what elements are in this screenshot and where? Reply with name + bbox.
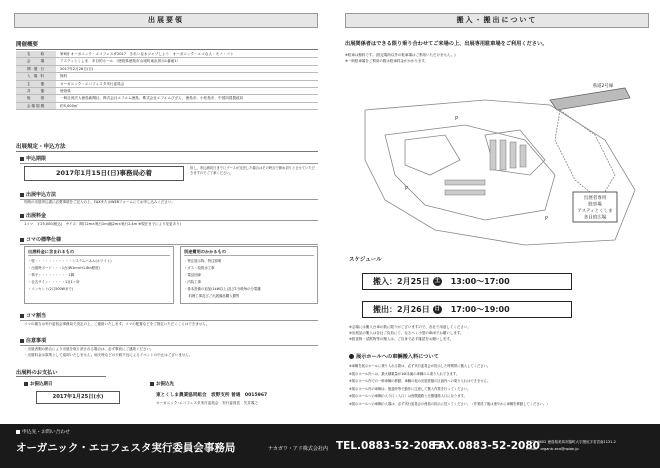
entry-note: ※展示ホール内の車輌は、後退時等で動作に注意して搬入作業を行ってください。 <box>349 386 471 391</box>
allocation-text: コマの割当は実行委員会事務局で決定の上、ご連絡いたします。コマの配置などをご指定いただくことはできません。 <box>24 322 210 326</box>
entry-note: ※展示ホール内での一般車輌の移動、車輌の他の出展者様の区画内への乗り入れはできません。 <box>349 379 491 383</box>
square-icon <box>20 157 24 161</box>
square-icon <box>24 382 28 386</box>
square-icon <box>20 193 24 197</box>
method-title <box>20 191 318 200</box>
entry-note: ※展示ホールへの車輌の入り口（入口）は西側通路と北側通路入口になります。 <box>349 394 467 398</box>
entry-note: ※展示ホール内へは、最大積載量が10t未満の車輌のみ乗り入れできます。 <box>349 371 460 376</box>
schedule-note-2: ※出展品の搬入は各社ご負担にて、なるべく小型の車両でお願いします。 <box>349 331 464 335</box>
allocation-title-text: コマ割当 <box>26 313 47 319</box>
footer-top <box>16 428 70 435</box>
venue-map <box>345 80 649 250</box>
overview-value: 約5,000㎡ <box>56 102 318 109</box>
square-icon <box>20 214 24 218</box>
overview-row <box>16 95 318 102</box>
p-icon: P <box>405 186 409 192</box>
footer-org: オーガニック・エコフェスタ実行委員会事務局 <box>16 442 236 454</box>
entry-note: ※展示ホールへの車輌の入場は、必ず実行委員会の係員の指示に従ってください。（作業終了後は速やかに車輌を移動してください。） <box>349 401 550 406</box>
deadline-date: 2017年1月15日(日)事務局必着 <box>24 166 184 181</box>
notes-line-1: ・出展者側の都合により出展を取り消される場合は、必ず事前にご連絡ください。 <box>24 347 154 351</box>
day-badge: 日 <box>434 306 440 312</box>
notes-title-text: 注意事項 <box>26 338 47 344</box>
payment-holder: オーガニック･エコフェスタ実行委員会 実行委員長 矢井義之 <box>156 401 259 405</box>
day-badge: 土 <box>434 278 440 284</box>
overview-row <box>16 58 318 65</box>
included-item: ・壁・・・・・・・・・・・システムパネル(ホワイト) <box>28 259 112 263</box>
method-text: 別紙の出展申込書に必要事項をご記入の上、FAXまたはWEBフォームにてお申し込みください。 <box>24 200 175 204</box>
overview-value: 徳島県 <box>56 88 318 95</box>
schedule-out <box>362 301 572 318</box>
overview-title: 開催概要 <box>16 40 318 50</box>
bullet-icon <box>349 354 354 359</box>
extra-list <box>184 258 314 300</box>
overview-value: アスティとくしま 多目的ホール （徳島県徳島市山城町東浜傍示1番地1） <box>56 58 318 65</box>
right-header: 搬入・搬出について <box>345 13 649 28</box>
square-icon <box>20 314 24 318</box>
square-icon <box>20 339 24 343</box>
road-label: 県道2号線 <box>592 84 614 89</box>
schedule-in-time: 13:00〜17:00 <box>450 277 510 286</box>
parking-label-line: アスティとくしま <box>577 209 613 214</box>
parking-note-1: ※駐車は無料です。(指定場所以外の駐車場はご利用いただけません。) <box>345 53 456 57</box>
extra-box <box>180 246 318 304</box>
fee-title-text: 出展料金 <box>26 213 47 219</box>
included-item: ・出展時ボード・・・1台(W1m×H1.8m程度) <box>28 266 100 270</box>
payment-bank: 東とくしま農業協同組合 坂野支所 普通 0015967 <box>156 393 268 398</box>
payment-title: 出展料のお支払い <box>16 369 106 377</box>
extra-item: 料理工事及びご出展備品購入費等 <box>184 294 240 298</box>
overview-row <box>16 88 318 95</box>
payment-account-label-text: お振込先 <box>156 382 174 387</box>
entry-note: ※車輌を展示ホールに乗り入れる際は、必ず実行委員会が指示した時間帯に搬入してください。 <box>349 364 491 368</box>
square-icon <box>150 382 154 386</box>
overview-row <box>16 73 318 80</box>
parking-note-2: ※一般駐車場をご利用の際は駐車料金がかかります。 <box>345 59 429 63</box>
extra-item: ・特注展示物、特注照明 <box>184 259 222 263</box>
square-icon <box>16 430 20 434</box>
right-lead: 出展関係者はできる限り乗り合わせてご来場の上、出展専用駐車場をご利用ください。 <box>345 41 548 47</box>
extra-item: ・内装工事 <box>184 280 201 284</box>
schedule-in <box>362 273 572 290</box>
footer-address: 〒779-3602 徳島県美馬市脇町大字猪尻字若宮南1131-2 <box>526 440 616 444</box>
overview-key: 名 称 <box>16 51 56 58</box>
deadline-title <box>20 155 318 164</box>
included-item: ・椅子・・・・・・・・・1脚 <box>28 273 75 277</box>
square-icon <box>20 238 24 242</box>
included-list <box>28 258 170 293</box>
schedule-in-label: 搬入：2月25日 <box>373 277 430 286</box>
notes-line-2: ・出展料金は原則として返却いたしません。雨天時などの天候不良によるイベントの中止はございません。 <box>24 353 193 357</box>
footer-top-text: 申込先・お問い合わせ <box>22 430 70 435</box>
entry-title <box>349 353 439 360</box>
booth-title-text: コマの標準仕様 <box>26 237 62 243</box>
prefectural-road <box>550 88 630 110</box>
deadline-title-text: 申込期限 <box>26 156 47 162</box>
overview-key: 共 催 <box>16 88 56 95</box>
overview-key: 開 催 日 <box>16 65 56 72</box>
overview-table <box>16 51 318 110</box>
extra-item: ・電話回線 <box>184 273 201 277</box>
included-item: ・社名サイン・・・・・1社1ヶ所 <box>28 280 80 284</box>
payment-date-label <box>24 381 53 387</box>
overview-row <box>16 80 318 87</box>
booth-title <box>20 236 318 245</box>
allocation-title <box>20 312 318 321</box>
extra-item: ・ガス・給排水工事 <box>184 266 215 270</box>
p-icon: P <box>455 116 459 122</box>
schedule-out-time: 17:00〜19:00 <box>450 305 510 314</box>
parking-label-line: 駐車場 <box>588 202 602 208</box>
method-title-text: 出展申込方法 <box>26 192 57 198</box>
overview-value: 一般社団法人徳島新聞社、株式会社エフエム徳島、株式会社エフエムびざん、徳島市、小松島市、中国四国農政局 <box>56 95 318 102</box>
overview-value: オーガニック・エコフェスタ実行委員会 <box>56 80 318 87</box>
schedule-out-label: 搬出：2月26日 <box>373 305 430 314</box>
overview-key: 会場規模 <box>16 102 56 109</box>
parking-label-line: 多目的広場 <box>583 215 607 221</box>
overview-table-wrap <box>16 51 318 110</box>
overview-row <box>16 51 318 58</box>
overview-value: 無料 <box>56 73 318 80</box>
extra-item: ・基本設備の追加(1kW以上)及び1分岐毎の分電盤 <box>184 287 261 291</box>
included-box <box>24 246 174 304</box>
overview-row <box>16 102 318 109</box>
schedule-note-3: ※飲食物・試飲物等の搬入は、ご自身で必ず確認をお願いします。 <box>349 337 454 341</box>
schedule-title: スケジュール <box>349 257 382 263</box>
included-title: 出展料金に含まれるもの <box>28 249 170 256</box>
payment-account-label <box>150 381 174 387</box>
rules-title: 出展規定・申込方法 <box>16 142 318 152</box>
left-header: 出展要領 <box>14 13 318 28</box>
extra-title: 別途費用のかかるもの <box>184 249 314 256</box>
footer-email: E-mail organic-eco@npian.jp <box>526 447 579 451</box>
overview-value: 第6回 オーガニック・エコフェスタ2017 きれいな水ジャブしよう オーガニック・エコな人・モノ・コト <box>56 51 318 58</box>
footer-org-sub: ナカガワ・アド株式会社内 <box>268 446 328 452</box>
included-item: ・コンセント(2口500Wまで) <box>28 287 74 291</box>
fee-text: 1コマ ￥25,000(税込) サイズ：間口2m×奥行2m(幅2m×奥行2.4m ※現在までにより変更あり) <box>24 222 181 226</box>
overview-key: 後 援 <box>16 95 56 102</box>
footer <box>0 424 660 468</box>
overview-key: 入 場 料 <box>16 73 56 80</box>
footer-fax: FAX.0883-52-2080 <box>432 440 540 452</box>
overview-key: 主 催 <box>16 80 56 87</box>
notes-title <box>20 337 318 346</box>
schedule-note-1: ※会場には搬入台車の数に限りがございますので、各社で用意してください。 <box>349 325 471 329</box>
footer-tel: TEL.0883-52-2083 <box>336 440 443 452</box>
deadline-note: 但し、申込締切日までにブースが完売した場合はその時点で締め切りとさせていただきますのでご了承ください。 <box>190 166 316 175</box>
overview-key: 会 場 <box>16 58 56 65</box>
entry-title-text: 展示ホールへの車輌搬入料について <box>356 354 439 360</box>
entry-notes <box>349 363 649 408</box>
payment-date: 2017年1月25日(水) <box>36 391 120 404</box>
payment-date-label-text: お振込期日 <box>30 382 53 387</box>
overview-value: 2017年2月26日(日) <box>56 65 318 72</box>
parking-label-line: 出展者専用 <box>583 196 607 201</box>
overview-row <box>16 65 318 72</box>
fee-title <box>20 212 318 221</box>
p-icon: P <box>545 216 549 222</box>
